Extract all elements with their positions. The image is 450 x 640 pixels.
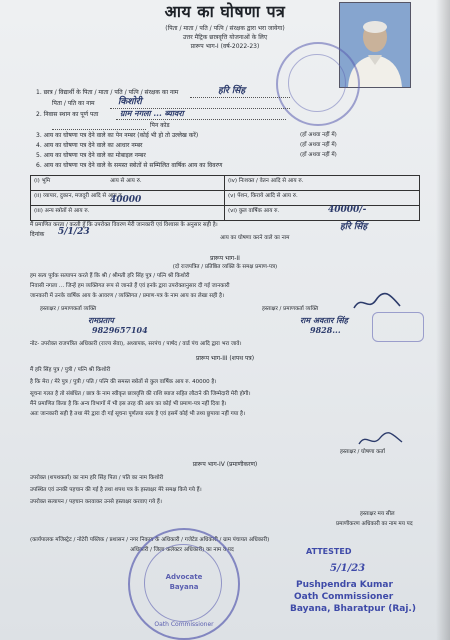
part4-line-2: उपस्थित एवं उनकी पहचान की गई है तथा शपथ पत्र के हस्ताक्षर मेरे समक्ष किये गये हैं। bbox=[30, 487, 202, 493]
row-4-value: (हाँ अथवा नहीं में) bbox=[300, 142, 337, 148]
income-left-3-label: (iii) अन्य स्त्रोतों से आय रु. bbox=[34, 208, 90, 214]
part3-line-1: मैं हरि सिंह पुत्र / पुत्री / पत्नि श्री किशोरी bbox=[30, 367, 111, 373]
part3-signature bbox=[356, 430, 406, 450]
part3-sign-label: हस्ताक्षर / घोषणा कर्ता bbox=[340, 449, 385, 455]
seal-text-advocate: Advocate bbox=[165, 573, 203, 581]
footer-line-2: अधिकारी / जिला कलेक्टर अधिकारी) का नाम व पद bbox=[130, 547, 234, 553]
officer-place: Bayana, Bharatpur (Raj.) bbox=[290, 604, 416, 614]
part3-line-4: मैंने प्रमाणित किया है कि अन्य विभागों में भी इस तरह की आय का कोई भी प्रमाण-पत्र नहीं दिया है। bbox=[30, 401, 227, 407]
part2-sign-right-label: हस्ताक्षर / प्रमाणकर्ता व्यक्ति bbox=[262, 306, 319, 312]
part2-subtitle: (दो राजपत्रित / प्रतिष्ठित व्यक्ति के समक्ष प्रमाण-पत्र) bbox=[172, 264, 278, 270]
attested-date: 5/1/23 bbox=[330, 563, 366, 574]
part2-mobile-left: 9829657104 bbox=[92, 325, 148, 335]
part3-line-3: सूचना गलत है तो संबंधित / छात्र के नाम स्वीकृत छात्रवृत्ति की राशि ब्याज सहित लौटाने की जिम्मेदारी मेरी होगी। bbox=[30, 391, 251, 397]
part2-note: नोट- उपरोक्त राजपत्रित अधिकारी (राज्य सेवा), अध्यापक, सरपंच / पार्षद / वार्ड पंच आदि द्वारा भरा जावे। bbox=[30, 341, 242, 347]
part4-line-3: उपरोक्त सत्यापन / पहचान करवाकर उनसे हस्ताक्षर करवाए गये हैं। bbox=[30, 499, 162, 505]
document-title: आय का घोषणा पत्र bbox=[164, 2, 286, 21]
part4-sign-sub: प्रमाणीकरण अधिकारी का नाम मय पद bbox=[336, 521, 413, 527]
part3-line-2: है कि मेरा / मेरे पुत्र / पुत्री / पति / पत्नि की समस्त स्त्रोतों से कुल वार्षिक आय रु. 40000 है। bbox=[30, 379, 217, 385]
part2-line-3: जानकारी में उनके वार्षिक आय के आवरण / व्यक्तिगत / प्रमाण-पत्र के नाम आय का लेखा सही है। bbox=[30, 293, 225, 299]
part3-line-5: अतः जानकारी सही है तथा मेरे द्वारा दी गई सूचना पूर्णतया सत्य है एवं इसमें कोई भी तथ्य छुपाया नहीं गया है। bbox=[30, 411, 246, 417]
subtitle-line-2: उत्तर मैट्रिक छात्रवृत्ति योजनाओं के लिए bbox=[182, 34, 268, 41]
row-1b-value: किशोरी bbox=[118, 97, 142, 107]
row-3-value: (हाँ अथवा नहीं में) bbox=[300, 132, 337, 138]
part4-sign-label: हस्ताक्षर मय सील bbox=[360, 511, 395, 517]
row-5-value: (हाँ अथवा नहीं में) bbox=[300, 152, 337, 158]
part2-line-2: निवासी नगला ... जिन्हें हम व्यक्तिगत रूप से जानते हैं एवं इनके द्वारा उपरोक्तानुसार दी गई जानकारी bbox=[30, 283, 230, 289]
row-5-label: 5. आय का घोषणा पत्र देने वाले का मोबाइल नम्बर bbox=[36, 152, 146, 159]
attested-label: ATTESTED bbox=[306, 547, 352, 556]
seal-text-oath: Oath Commissioner bbox=[154, 621, 214, 628]
income-left-2-label: (ii) व्यापार, दुकान, मजदूरी आदि से आय रु. bbox=[34, 193, 124, 199]
income-left-1-label: (i) भूमि bbox=[34, 178, 51, 184]
income-right-3-label: (vi) कुल वार्षिक आय रु. bbox=[228, 208, 280, 214]
part4-line-1: उपरोक्त (शपथकर्ता) का नाम हरि सिंह पिता / पति का नाम किशोरी bbox=[30, 475, 164, 481]
row-2-value: ग्राम नगला ... ब्यावरा bbox=[120, 108, 184, 118]
declarant-signature: हरि सिंह bbox=[340, 222, 368, 232]
income-right-1-label: (iv) निःशक्त / वेतन आदि से आय रु. bbox=[228, 178, 304, 184]
subtitle-line-3: प्रारूप भाग-I (वर्ष-2022-23) bbox=[190, 43, 260, 50]
row-2-label: 2. निवास स्थान का पूर्ण पता bbox=[36, 111, 99, 118]
declaration-line: मैं प्रमाणित करता / करती हूँ कि उपरोक्त विवरण मेरी जानकारी एवं विश्वास के अनुसार सही है। bbox=[30, 222, 218, 228]
declarant-name-label: आय का घोषणा करने वाले का नाम bbox=[220, 235, 290, 241]
row-1b-label: पिता / पति का नाम bbox=[52, 100, 95, 107]
income-left-2-value: 40000 bbox=[110, 195, 142, 205]
subtitle-line-1: (पिता / माता / पति / पत्नि / संरक्षक द्वारा भरा जायेगा) bbox=[165, 25, 285, 32]
part2-stamp bbox=[372, 312, 424, 342]
income-right-2-label: (v) पेंशन, किराये आदि से आय रु. bbox=[228, 193, 298, 199]
part2-name-left: रामप्रताप bbox=[88, 315, 114, 325]
date-value: 5/1/23 bbox=[58, 227, 90, 237]
part2-line-1: हम सत्य पूर्वक सत्यापन करते हैं कि श्री / श्रीमती हरि सिंह पुत्र / पत्नि श्री किशोरी bbox=[30, 273, 190, 279]
part3-title: प्रारूप भाग-III (शपथ पत्र) bbox=[195, 355, 255, 362]
seal-text-place: Bayana bbox=[169, 583, 199, 591]
row-pincode-label: पिन कोड bbox=[150, 122, 170, 129]
row-1-label: 1. छात्र / विद्यार्थी के पिता / माता / पति / पत्नि / संरक्षक का नाम bbox=[36, 89, 179, 96]
date-label: दिनांक bbox=[30, 231, 45, 238]
income-left-1-value: आय से आय रु. bbox=[110, 178, 142, 184]
part2-title: प्रारूप भाग-II bbox=[210, 255, 240, 262]
officer-title: Oath Commissioner bbox=[294, 592, 394, 602]
row-3-label: 3. आय का घोषणा पत्र देने वाले का पेन नम्बर (कोई भी हो तो उल्लेख करें) bbox=[36, 132, 199, 139]
row-1-value: हरि सिंह bbox=[218, 86, 246, 96]
part4-title: प्रारूप भाग-IV (प्रमाणीकरण) bbox=[192, 461, 258, 468]
footer-line-1: (कार्यपालक मजिस्ट्रेट / नोटेरी पब्लिक / प्रशासन / नगर निकाय के अधिकारी / गजेटेड अधिकारी / ग्राम पंचायत अधिकारी) bbox=[30, 537, 270, 543]
row-4-label: 4. आय का घोषणा पत्र देने वाले का आधार नम्बर bbox=[36, 142, 143, 149]
row-6-label: 6. आय का घोषणा पत्र देने वाले के समस्त स्त्रोतों से सम्मिलित वार्षिक आय का विवरण bbox=[36, 162, 223, 169]
officer-name: Pushpendra Kumar bbox=[296, 580, 393, 590]
part2-mobile-right: 9828... bbox=[310, 325, 341, 335]
part2-name-right: राम अवतार सिंह bbox=[300, 315, 348, 325]
income-right-3-value: 40000/- bbox=[328, 205, 367, 215]
advocate-seal bbox=[128, 528, 240, 640]
part2-sign-left-label: हस्ताक्षर / प्रमाणकर्ता व्यक्ति bbox=[40, 306, 97, 312]
official-seal-top bbox=[276, 42, 360, 126]
